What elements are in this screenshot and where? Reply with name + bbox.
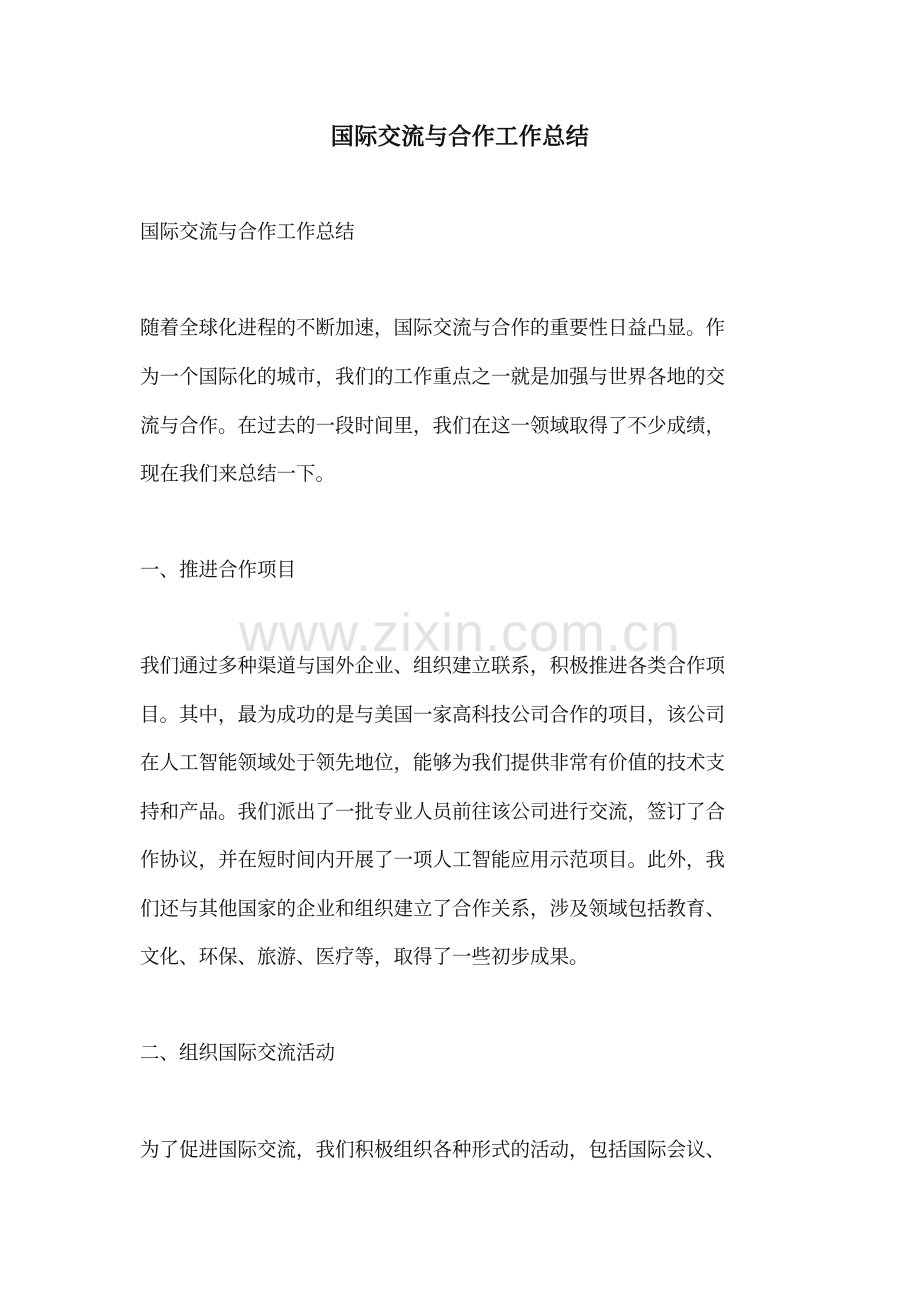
section1-line: 持和产品。我们派出了一批专业人员前往该公司进行交流，签订了合 (140, 800, 726, 823)
section1-line: 作协议，并在短时间内开展了一项人工智能应用示范项目。此外，我 (140, 848, 726, 871)
section2-heading: 二、组织国际交流活动 (140, 1041, 336, 1064)
section1-line: 我们通过多种渠道与国外企业、组织建立联系，积极推进各类合作项 (140, 654, 726, 677)
section1-line: 文化、环保、旅游、医疗等，取得了一些初步成果。 (140, 945, 589, 968)
section2-line: 为了促进国际交流，我们积极组织各种形式的活动，包括国际会议、 (140, 1138, 726, 1161)
section1-line: 目。其中，最为成功的是与美国一家高科技公司合作的项目，该公司 (140, 703, 726, 726)
intro-line: 流与合作。在过去的一段时间里，我们在这一领域取得了不少成绩， (140, 414, 726, 437)
document-title: 国际交流与合作工作总结 (330, 123, 590, 150)
intro-line: 现在我们来总结一下。 (140, 462, 336, 485)
intro-line: 随着全球化进程的不断加速，国际交流与合作的重要性日益凸显。作 (140, 316, 726, 339)
document-subtitle: 国际交流与合作工作总结 (140, 220, 355, 243)
intro-line: 为一个国际化的城市，我们的工作重点之一就是加强与世界各地的交 (140, 365, 726, 388)
section1-heading: 一、推进合作项目 (140, 558, 297, 581)
watermark: www.zixin.com.cn (238, 603, 682, 663)
section1-line: 在人工智能领域处于领先地位，能够为我们提供非常有价值的技术支 (140, 751, 726, 774)
section1-line: 们还与其他国家的企业和组织建立了合作关系，涉及领域包括教育、 (140, 897, 726, 920)
